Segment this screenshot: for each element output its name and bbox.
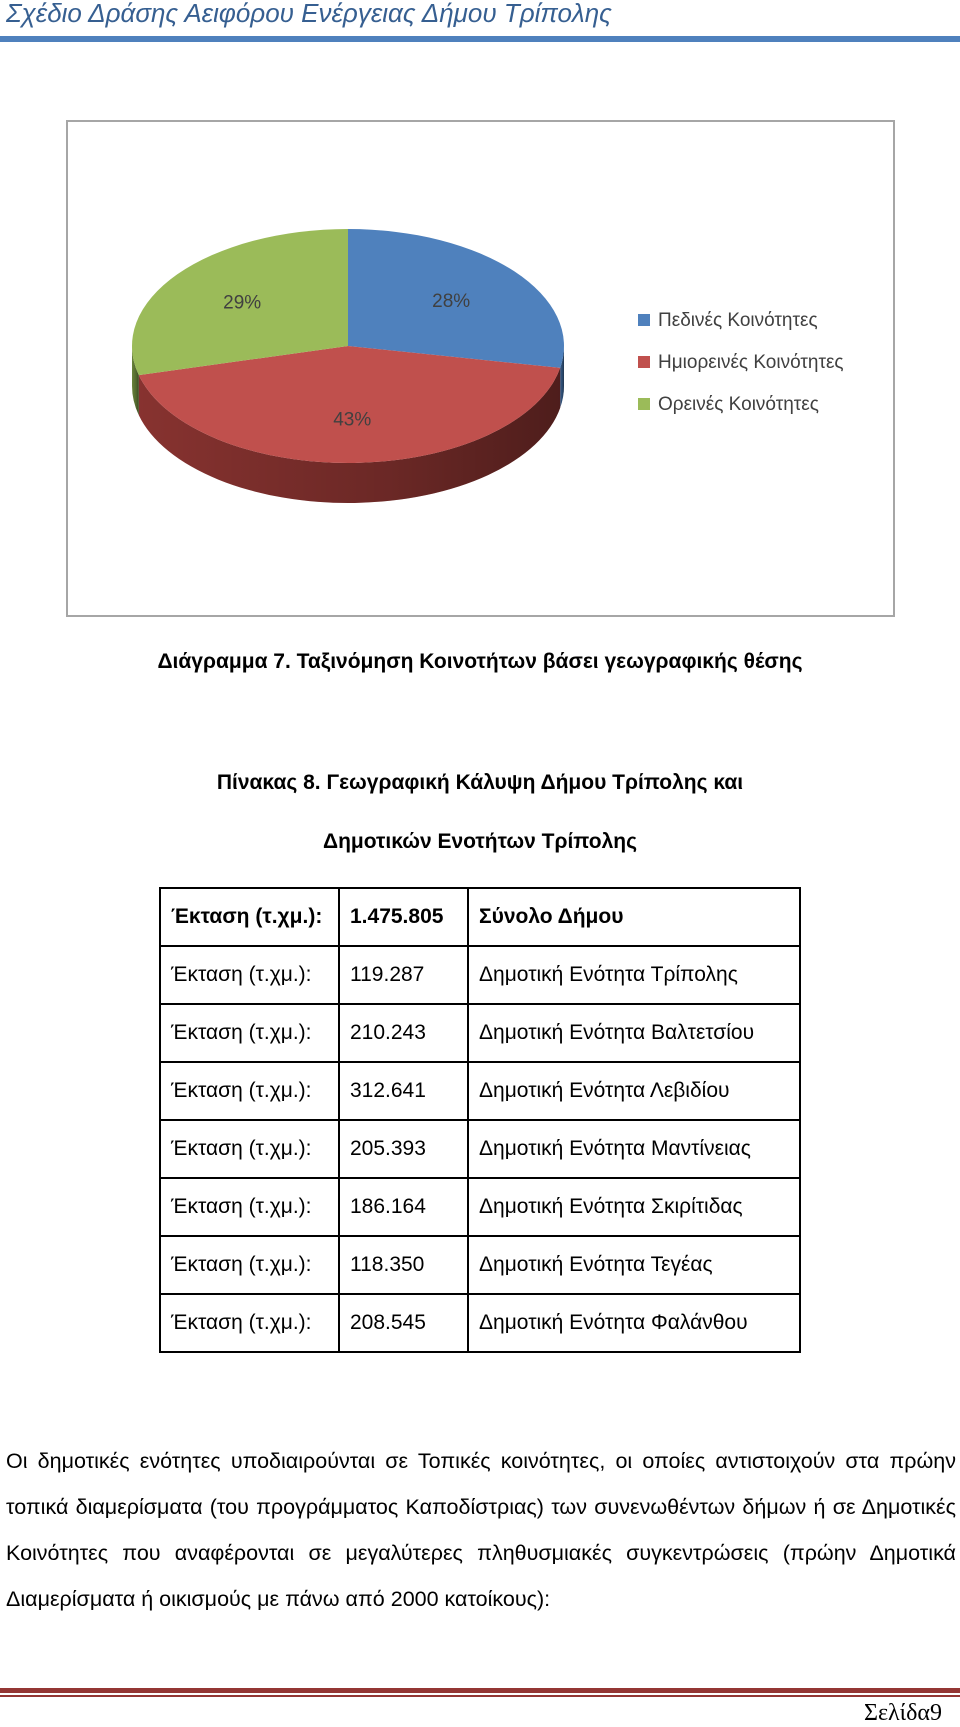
area-value: 1.475.805 [339,888,468,946]
area-value: 210.243 [339,1004,468,1062]
legend-label: Ημιορεινές Κοινότητες [658,352,844,373]
area-unit-name: Σύνολο Δήμου [468,888,800,946]
area-value: 312.641 [339,1062,468,1120]
legend-swatch [638,398,650,410]
legend-swatch [638,314,650,326]
table-row-total [160,888,800,946]
table-row [160,946,800,1004]
area-label: Έκταση (τ.χμ.): [160,946,339,1004]
document-header-title: Σχέδιο Δράσης Αειφόρου Ενέργειας Δήμου Τρίπολης [6,0,612,28]
legend-swatch [638,356,650,368]
header-rule [0,36,960,42]
area-unit-name: Δημοτική Ενότητα Μαντίνειας [468,1120,800,1178]
page-number: Σελίδα9 [863,1700,942,1726]
area-label: Έκταση (τ.χμ.): [160,1062,339,1120]
figure-caption: Διάγραμμα 7. Ταξινόμηση Κοινοτήτων βάσει γεωγραφικής θέσης [157,650,803,673]
area-label: Έκταση (τ.χμ.): [160,1004,339,1062]
footer-rule-thin [0,1695,960,1697]
area-unit-name: Δημοτική Ενότητα Τρίπολης [468,946,800,1004]
area-value: 205.393 [339,1120,468,1178]
area-unit-name: Δημοτική Ενότητα Βαλτετσίου [468,1004,800,1062]
area-unit-name: Δημοτική Ενότητα Τεγέας [468,1236,800,1294]
table-row [160,1120,800,1178]
table-row [160,1294,800,1352]
table-caption-line2: Δημοτικών Ενοτήτων Τρίπολης [322,830,638,853]
table-row [160,1004,800,1062]
area-table [159,887,801,1353]
table-row [160,1236,800,1294]
area-unit-name: Δημοτική Ενότητα Φαλάνθου [468,1294,800,1352]
body-paragraph: Οι δημοτικές ενότητες υποδιαιρούνται σε Τοπικές κοινότητες, οι οποίες αντιστοιχούν στα πρώην τοπικά διαμερίσματα (του προγράμματος Καποδίστριας) των συνενωθέντων δήμων ή σε Δημοτικές Κοινότητες που αναφέρονται σε μεγαλύτερες πληθυσμιακές συγκεντρώσεις (πρώην Δημοτικά Διαμερίσματα ή οικισμούς με πάνω από 2000 κατοίκους): [6,1449,956,1611]
pie-chart-frame [66,120,895,617]
area-label: Έκταση (τ.χμ.): [160,888,339,946]
area-value: 118.350 [339,1236,468,1294]
area-value: 208.545 [339,1294,468,1352]
area-label: Έκταση (τ.χμ.): [160,1236,339,1294]
area-unit-name: Δημοτική Ενότητα Λεβιδίου [468,1062,800,1120]
area-value: 186.164 [339,1178,468,1236]
pie-chart [68,122,897,619]
table-row [160,1062,800,1120]
area-label: Έκταση (τ.χμ.): [160,1178,339,1236]
area-unit-name: Δημοτική Ενότητα Σκιρίτιδας [468,1178,800,1236]
table-row [160,1178,800,1236]
legend-label: Πεδινές Κοινότητες [658,310,818,331]
area-label: Έκταση (τ.χμ.): [160,1120,339,1178]
pie-label: 29% [223,292,262,314]
pie-label: 43% [333,409,372,431]
footer-rule [0,1688,960,1693]
legend-label: Ορεινές Κοινότητες [658,394,819,415]
table-caption-line1: Πίνακας 8. Γεωγραφική Κάλυψη Δήμου Τρίπολης και [216,771,744,794]
area-value: 119.287 [339,946,468,1004]
area-label: Έκταση (τ.χμ.): [160,1294,339,1352]
pie-label: 28% [432,290,471,312]
